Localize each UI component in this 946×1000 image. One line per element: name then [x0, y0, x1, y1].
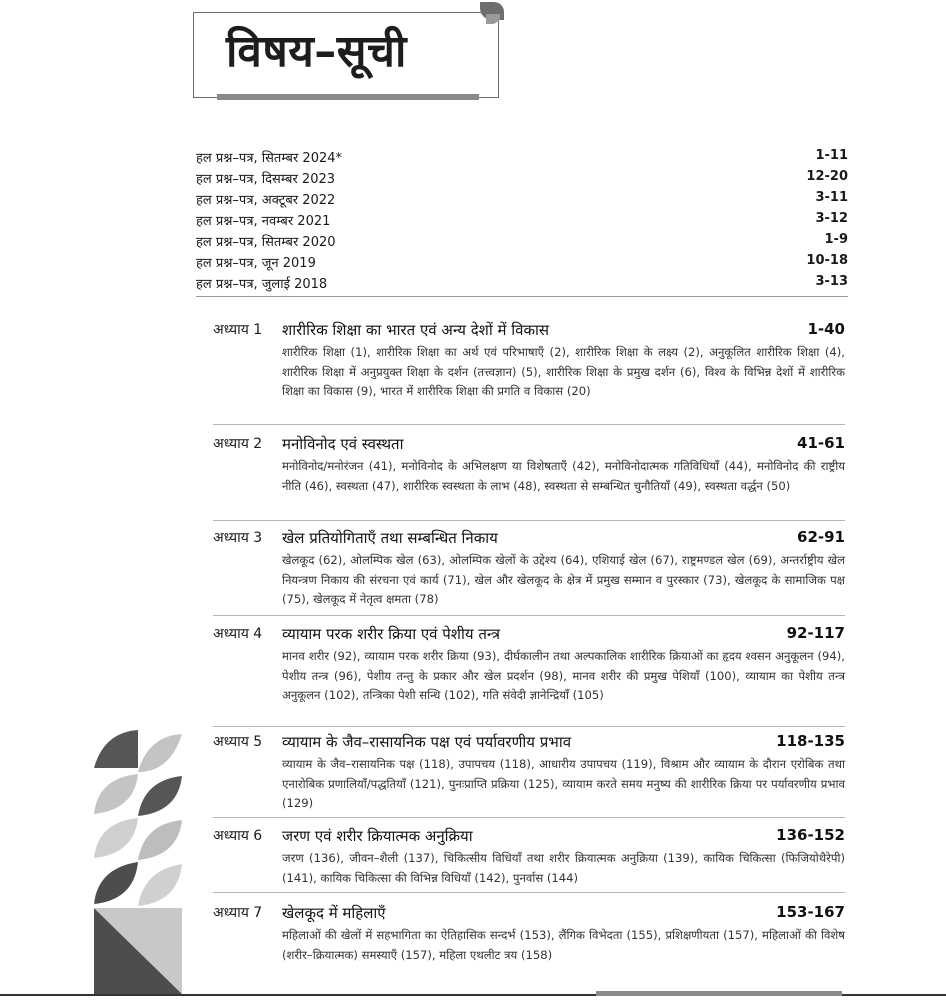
chapter-divider [213, 615, 845, 616]
title-banner [193, 12, 499, 98]
list-item [196, 190, 848, 211]
list-item [196, 232, 848, 253]
chapter-divider [213, 726, 845, 727]
chapter-number: अध्याय 7 [213, 905, 263, 921]
chapter-divider [213, 424, 845, 425]
chapter-title: खेल प्रतियोगिताएँ तथा सम्बन्धित निकाय [282, 529, 498, 547]
list-item [196, 169, 848, 190]
chapter-number: अध्याय 6 [213, 828, 263, 844]
chapter-heading [213, 903, 845, 925]
paper-pages: 10-18 [806, 253, 848, 268]
paper-pages: 1-11 [815, 148, 848, 163]
paper-pages: 3-12 [815, 211, 848, 226]
chapter-heading [213, 624, 845, 646]
chapter-pages: 92-117 [786, 624, 845, 642]
paper-pages: 1-9 [824, 232, 848, 247]
chapter-pages: 136-152 [776, 826, 845, 844]
chapter-title: जरण एवं शरीर क्रियात्मक अनुक्रिया [282, 827, 473, 845]
bottom-accent-bar [596, 991, 842, 996]
list-item [196, 274, 848, 295]
chapter-heading [213, 826, 845, 848]
paper-pages: 3-13 [815, 274, 848, 289]
paper-label: हल प्रश्न–पत्र, सितम्बर 2020 [196, 235, 336, 250]
chapter-5 [213, 732, 845, 814]
paper-label: हल प्रश्न–पत्र, दिसम्बर 2023 [196, 172, 336, 187]
list-item [196, 211, 848, 232]
chapter-title: व्यायाम परक शरीर क्रिया एवं पेशीय तन्त्र [282, 625, 501, 643]
chapter-title: व्यायाम के जैव–रासायनिक पक्ष एवं पर्यावरणीय प्रभाव [282, 733, 572, 751]
paper-label: हल प्रश्न–पत्र, नवम्बर 2021 [196, 214, 331, 229]
chapter-title: खेलकूद में महिलाएँ [282, 904, 386, 922]
chapter-topics: महिलाओं की खेलों में सहभागिता का ऐतिहासिक सन्दर्भ (153), लैंगिक विभेदता (155), प्रशिक्षणीयता (157), महिलाओं की विशेष (शरीर–क्रियात्मक) समस्याएँ (157), महिला एथलीट त्रय (158) [282, 928, 845, 962]
chapter-heading [213, 434, 845, 456]
chapter-3 [213, 528, 845, 610]
chapter-pages: 41-61 [797, 434, 845, 452]
chapter-divider [213, 520, 845, 521]
paper-label: हल प्रश्न–पत्र, जुलाई 2018 [196, 277, 328, 292]
chapter-divider [213, 892, 845, 893]
chapter-topics: जरण (136), जीवन–शैली (137), चिकित्सीय विधियाँ तथा शरीर क्रियात्मक अनुक्रिया (139), कायिक चिकित्सा (फिजियोथैरेपी) (141), कायिक चिकित्सा की विभिन्न विधियाँ (142), पुनर्वास (144) [282, 851, 845, 885]
chapter-pages: 153-167 [776, 903, 845, 921]
chapter-pages: 1-40 [807, 320, 845, 338]
chapter-2 [213, 434, 845, 496]
paper-pages: 3-11 [815, 190, 848, 205]
chapter-4 [213, 624, 845, 706]
chapter-heading [213, 528, 845, 550]
chapter-number: अध्याय 4 [213, 626, 263, 642]
solved-papers-list [196, 148, 848, 295]
list-item [196, 148, 848, 169]
chapter-topics: शारीरिक शिक्षा (1), शारीरिक शिक्षा का अर्थ एवं परिभाषाएँ (2), शारीरिक शिक्षा के लक्ष्य (2), अनुकूलित शारीरिक शिक्षा (4), शारीरिक शिक्षा में अनुप्रयुक्त शिक्षा के दर्शन (तत्त्वज्ञान) (5), शारीरिक शिक्षा के प्रमुख दर्शन (6), विश्व के विभिन्न देशों में शारीरिक शिक्षा का विकास (9), भारत में शारीरिक शिक्षा की प्रगति व विकास (20) [282, 345, 845, 398]
chapter-divider [213, 817, 845, 818]
chapter-heading [213, 320, 845, 342]
chapter-title: शारीरिक शिक्षा का भारत एवं अन्य देशों में विकास [282, 321, 550, 339]
chapter-6 [213, 826, 845, 888]
chapter-number: अध्याय 1 [213, 322, 263, 338]
list-item [196, 253, 848, 274]
banner-shadow [217, 94, 479, 100]
paper-label: हल प्रश्न–पत्र, जून 2019 [196, 256, 316, 271]
decorative-leaf-graphic [92, 728, 184, 994]
chapter-number: अध्याय 3 [213, 530, 263, 546]
chapter-heading [213, 732, 845, 754]
page-title: विषय–सूची [226, 26, 407, 77]
chapter-pages: 62-91 [797, 528, 845, 546]
chapter-topics: मनोविनोद/मनोरंजन (41), मनोविनोद के अभिलक्षण या विशेषताएँ (42), मनोविनोदात्मक गतिविधियाँ (44), मनोविनोद की राष्ट्रीय नीति (46), स्वस्थता (47), शारीरिक स्वस्थता के लाभ (48), स्वस्थता से सम्बन्धित चुनौतियाँ (49), स्वस्थता वर्द्धन (50) [282, 459, 845, 493]
chapter-number: अध्याय 2 [213, 436, 263, 452]
chapter-topics: व्यायाम के जैव–रासायनिक पक्ष (118), उपापचय (118), आधारीय उपापचय (119), विश्राम और व्यायाम के दौरान एरोबिक तथा एनारोबिक प्रणालियाँ/पद्धतियाँ (121), पुनःप्राप्ति प्रक्रिया (125), व्यायाम करते समय मनुष्य की शारीरिक क्रिया पर पर्यावरणीय प्रभाव (129) [282, 757, 845, 810]
chapter-pages: 118-135 [776, 732, 845, 750]
chapter-1 [213, 320, 845, 402]
paper-label: हल प्रश्न–पत्र, अक्टूबर 2022 [196, 193, 336, 208]
section-divider [196, 296, 848, 297]
chapter-topics: मानव शरीर (92), व्यायाम परक शरीर क्रिया (93), दीर्घकालीन तथा अल्पकालिक शारीरिक क्रियाओं का हृदय श्वसन अनुकूलन (94), पेशीय तन्त्र (96), पेशीय तन्तु के प्रकार और खेल प्रदर्शन (98), मानव शरीर की प्रमुख पेशियाँ (100), व्यायाम का पेशीय तन्त्र अनुकूलन (102), तन्त्रिका पेशी सन्धि (102), गति संवेदी ज्ञानेन्द्रियाँ (105) [282, 649, 845, 702]
paper-label: हल प्रश्न–पत्र, सितम्बर 2024* [196, 151, 343, 166]
chapter-title: मनोविनोद एवं स्वस्थता [282, 435, 404, 453]
chapter-number: अध्याय 5 [213, 734, 263, 750]
chapter-7 [213, 903, 845, 965]
paper-pages: 12-20 [806, 169, 848, 184]
chapter-topics: खेलकूद (62), ओलम्पिक खेल (63), ओलम्पिक खेलों के उद्देश्य (64), एशियाई खेल (67), राष्ट्रमण्डल खेल (69), अन्तर्राष्ट्रीय खेल नियन्त्रण निकाय की संरचना एवं कार्य (71), खेल और खेलकूद के क्षेत्र में प्रमुख सम्मान व पुरस्कार (73), खेलकूद के सामाजिक पक्ष (75), खेलकूद में नेतृत्व क्षमता (78) [282, 553, 845, 606]
